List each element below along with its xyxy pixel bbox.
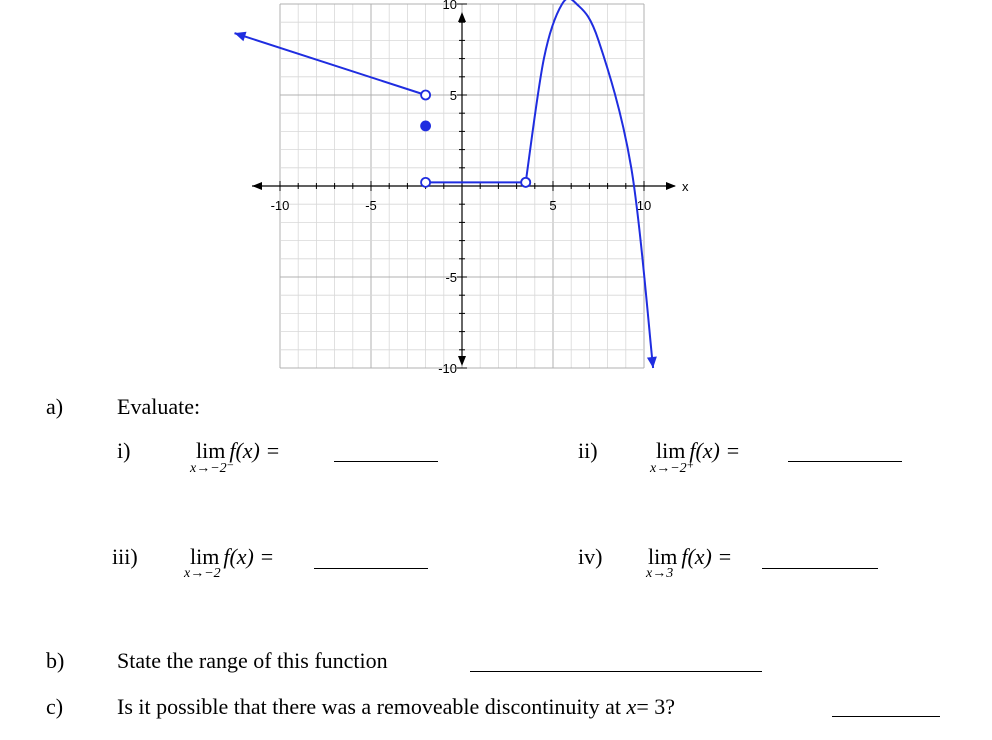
answer-blank-c[interactable] (832, 716, 940, 717)
open-circle-point (521, 178, 530, 187)
limit-iii (184, 544, 275, 581)
part-iii-label: iii) (112, 544, 138, 569)
answer-blank-b[interactable] (470, 671, 762, 672)
part-ii-label: ii) (578, 438, 598, 463)
limit-ii-subscript: x→−2⁺ (650, 461, 695, 476)
part-i-label: i) (117, 438, 131, 463)
limit-iv-lim: lim (648, 544, 678, 569)
question-c-text-start: Is it possible that there was a removeable discontinuity at (117, 694, 627, 719)
question-c-variable: x (626, 694, 637, 719)
limit-iv-subscript: x→3 (646, 566, 674, 581)
limit-i-expr: f(x) = (229, 438, 281, 463)
open-circle-point (421, 91, 430, 100)
limit-iii-lim: lim (190, 544, 220, 569)
closed-circle-point (421, 121, 430, 130)
answer-blank-iii[interactable] (314, 568, 428, 569)
question-c-label: c) (46, 694, 64, 719)
open-circle-point (421, 178, 430, 187)
x-tick-label: -5 (365, 198, 377, 213)
limit-i-subscript: x→−2⁻ (190, 461, 235, 476)
answer-blank-ii[interactable] (788, 461, 902, 462)
limit-ii (650, 438, 741, 476)
left-ray-segment (235, 33, 426, 95)
x-axis-right-arrow (666, 182, 676, 190)
y-tick-label: -10 (438, 361, 457, 376)
question-c-text (117, 694, 675, 720)
answer-blank-iv[interactable] (762, 568, 878, 569)
question-a-prompt: Evaluate: (117, 394, 201, 419)
x-axis-left-arrow (252, 182, 262, 190)
limit-iv-expr: f(x) = (681, 544, 733, 569)
x-tick-label: 10 (636, 198, 652, 213)
question-a-label: a) (46, 394, 64, 419)
question-c-text-end: = 3? (636, 694, 675, 719)
answer-blank-i[interactable] (334, 461, 438, 462)
limit-i-lim: lim (196, 438, 226, 463)
y-tick-label: 10 (442, 0, 457, 12)
limit-ii-lim: lim (656, 438, 686, 463)
x-tick-label: -10 (270, 198, 290, 213)
question-b-text: State the range of this function (117, 648, 388, 673)
limit-iv (646, 544, 733, 581)
limit-ii-expr: f(x) = (689, 438, 741, 463)
limit-i (190, 438, 281, 476)
limit-iii-subscript: x→−2 (184, 566, 221, 581)
part-iv-label: iv) (578, 544, 603, 569)
limit-iii-expr: f(x) = (223, 544, 275, 569)
left-ray-arrow (235, 32, 247, 42)
curve-down-arrow (647, 357, 657, 368)
question-b-label: b) (46, 648, 65, 673)
x-axis-label: x (682, 179, 689, 194)
y-tick-label: -5 (445, 270, 457, 285)
x-tick-label: 5 (549, 198, 557, 213)
y-axis-top-arrow (458, 12, 466, 22)
y-tick-label: 5 (449, 88, 457, 103)
y-axis-bottom-arrow (458, 356, 466, 366)
